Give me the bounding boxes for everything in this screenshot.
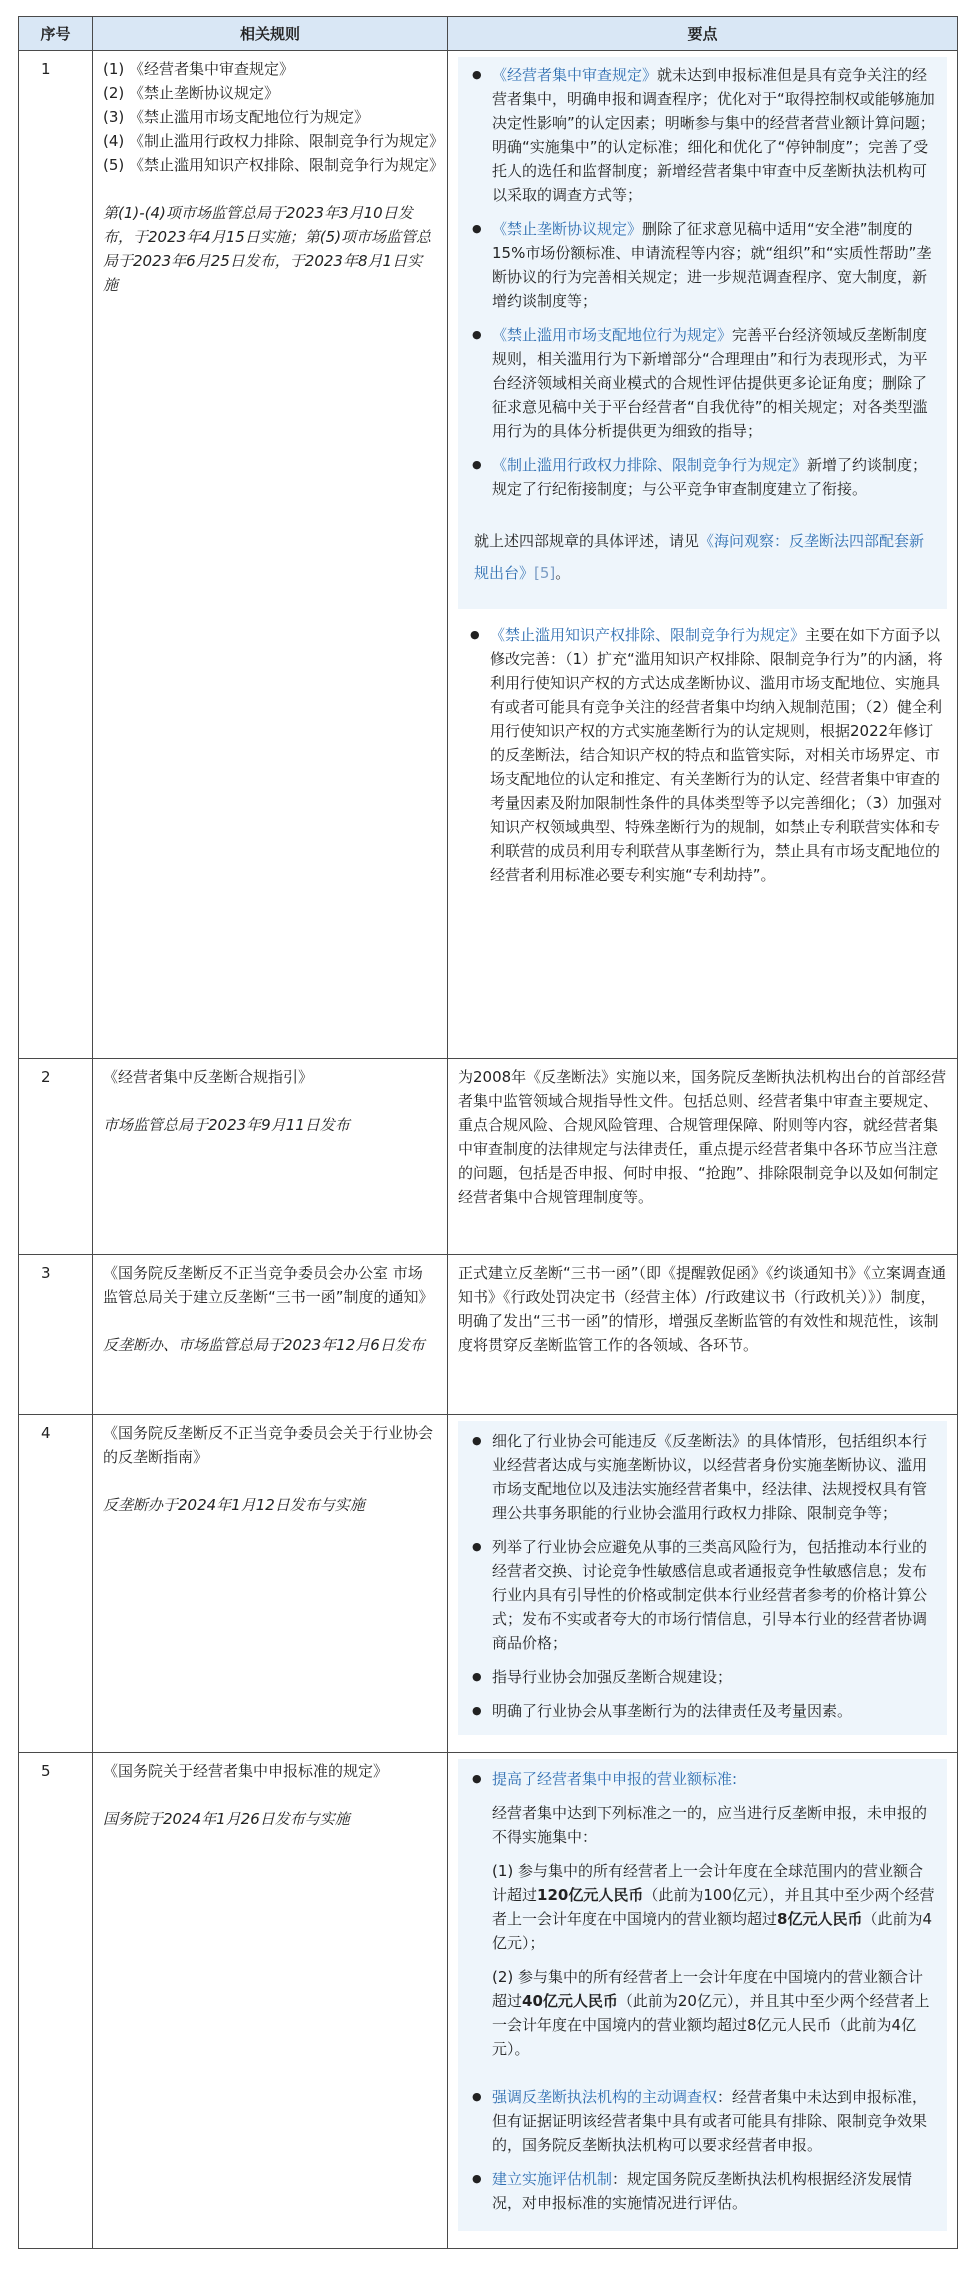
header-points: 要点 bbox=[448, 17, 958, 51]
point-text: ：经营者集中未达到申报标准，但有证据证明该经营者集中具有或者可能具有排除、限制竞争效果的，国务院反垄断执法机构可以要求经营者申报。 bbox=[492, 2088, 928, 2154]
regulation-link[interactable]: 《制止滥用行政权力排除、限制竞争行为规定》 bbox=[492, 456, 808, 474]
reference-number[interactable]: [5] bbox=[534, 564, 556, 582]
list-item bbox=[492, 2167, 937, 2215]
rules-table bbox=[18, 16, 958, 2249]
list-item: ● 细化了行业协会可能违反《反垄断法》的具体情形，包括组织本行业经营者达成与实施垄断协议，以经营者身份实施垄断协议、滥用市场支配地位以及违法实施经营者集中，经法律、法规授权具有管理公共事务职能的行业协会滥用行政权力排除、限制竞争等； bbox=[492, 1429, 937, 1525]
threshold-amount: 120亿元人民币 bbox=[537, 1886, 644, 1904]
rule-item: (1) 《经营者集中审查规定》 bbox=[103, 60, 295, 78]
threshold-text: （此前为4亿元）； bbox=[492, 1910, 933, 1952]
points-cell bbox=[448, 1059, 958, 1255]
point-heading: 建立实施评估机制 bbox=[492, 2170, 613, 2188]
release-note: 反垄断办、市场监管总局于2023年12月6日发布 bbox=[103, 1336, 425, 1354]
points-list bbox=[458, 623, 947, 887]
point-text: 正式建立反垄断“三书一函”（即《提醒敦促函》《约谈通知书》《立案调查通知书》《行政处罚决定书（经营主体）/行政建议书（行政机关）》）制度，明确了发出“三书一函”的情形，增强反垄断监管的有效性和规范性，该制度将贯穿反垄断监管工作的各领域、各环节。 bbox=[458, 1264, 947, 1354]
point-heading: 强调反垄断执法机构的主动调查权 bbox=[492, 2088, 718, 2106]
threshold-china bbox=[492, 1965, 937, 2061]
point-text: 主要在如下方面予以修改完善：（1）扩充“滥用知识产权排除、限制竞争行为”的内涵，将利用行使知识产权的方式达成垄断协议、滥用市场支配地位、实施具有或者可能具有竞争关注的经营者集中均纳入规制范围；（2）健全利用行使知识产权的方式实施垄断行为的认定规则，根据2022年修订的反垄断法，结合知识产权的特点和监管实际，对相关市场界定、市场支配地位的认定和推定、有关垄断行为的认定、经营者集中审查的考量因素及附加限制性条件的具体类型等予以完善细化；（3）加强对知识产权领域典型、特殊垄断行为的规制，如禁止专利联营实体和专利联营的成员利用专利联营从事垄断行为，禁止具有市场支配地位的经营者利用标准必要专利实施“专利劫持”。 bbox=[490, 626, 943, 884]
row-number: 1 bbox=[19, 51, 93, 1059]
table-row bbox=[19, 1753, 958, 2249]
rule-item: (2) 《禁止垄断协议规定》 bbox=[103, 84, 280, 102]
header-rules: 相关规则 bbox=[93, 17, 448, 51]
points-cell bbox=[448, 1415, 958, 1753]
row-number: 3 bbox=[19, 1255, 93, 1415]
list-item bbox=[492, 323, 937, 443]
threshold-text: （此前为20亿元），并且其中至少两个经营者上一会计年度在中国境内的营业额均超过8亿元人民币（此前为4亿元）。 bbox=[492, 1992, 930, 2058]
table-row bbox=[19, 1255, 958, 1415]
point-text: 为2008年《反垄断法》实施以来，国务院反垄断执法机构出台的首部经营者集中监管领域合规指导性文件。包括总则、经营者集中审查主要规定、重点合规风险、合规风险管理、合规管理保障、附则等内容，就经营者集中审查制度的法律规定与法律责任，重点提示经营者集中各环节应当注意的问题，包括是否申报、何时申报、“抢跑”、排除限制竞争以及如何制定经营者集中合规管理制度等。 bbox=[458, 1068, 947, 1206]
threshold-text: (1) 参与集中的所有经营者上一会计年度在全球范围内的营业额合计超过 bbox=[492, 1862, 924, 1904]
points-cell bbox=[448, 1753, 958, 2249]
header-no: 序号 bbox=[19, 17, 93, 51]
table-row bbox=[19, 51, 958, 1059]
point-text: 完善平台经济领域反垄断制度规则，相关滥用行为下新增部分“合理理由”和行为表现形式，为平台经济领域相关商业模式的合规性评估提供更多论证角度；删除了征求意见稿中关于平台经营者“自我优待”的相关规定；对各类型滥用行为的具体分析提供更为细致的指导； bbox=[492, 326, 928, 440]
row-number: 2 bbox=[19, 1059, 93, 1255]
release-note: 国务院于2024年1月26日发布与实施 bbox=[103, 1810, 350, 1828]
threshold-amount: 40亿元人民币 bbox=[522, 1992, 618, 2010]
points-cell bbox=[448, 51, 958, 1059]
list-item: ● 列举了行业协会应避免从事的三类高风险行为，包括推动本行业的经营者交换、讨论竞争性敏感信息或者通报竞争性敏感信息；发布行业内具有引导性的价格或制定供本行业经营者参考的价格计算公式；发布不实或者夸大的市场行情信息，引导本行业的经营者协调商品价格； bbox=[492, 1535, 937, 1655]
rule-item: 《国务院关于经营者集中申报标准的规定》 bbox=[103, 1762, 389, 1780]
points-list bbox=[468, 63, 937, 501]
rule-item: (5) 《禁止滥用知识产权排除、限制竞争行为规定》 bbox=[103, 156, 445, 174]
release-note: 第(1)-(4)项市场监管总局于2023年3月10日发布，于2023年4月15日实施；第(5)项市场监管总局于2023年6月25日发布，于2023年8月1日实施 bbox=[103, 204, 432, 294]
points-list bbox=[468, 1429, 937, 1723]
point-text: 删除了征求意见稿中适用“安全港”制度的15%市场份额标准、申请流程等内容；就“组织”和“实质性帮助”垄断协议的行为完善相关规定；进一步规范调查程序、宽大制度，新增约谈制度等； bbox=[492, 220, 932, 310]
list-item bbox=[492, 1767, 937, 2061]
rules-cell bbox=[93, 1059, 448, 1255]
points-box bbox=[458, 1759, 947, 2231]
threshold-amount: 8亿元人民币 bbox=[777, 1910, 863, 1928]
regulation-link[interactable]: 《禁止垄断协议规定》 bbox=[492, 220, 643, 238]
table-row bbox=[19, 1059, 958, 1255]
rule-item: 《国务院反垄断反不正当竞争委员会关于行业协会的反垄断指南》 bbox=[103, 1424, 434, 1466]
list-item bbox=[492, 217, 937, 313]
rules-cell bbox=[93, 51, 448, 1059]
point-text: ：规定国务院反垄断执法机构根据经济发展情况，对申报标准的实施情况进行评估。 bbox=[492, 2170, 913, 2212]
regulation-link[interactable]: 《禁止滥用市场支配地位行为规定》 bbox=[492, 326, 733, 344]
regulation-link[interactable]: 《禁止滥用知识产权排除、限制竞争行为规定》 bbox=[490, 626, 806, 644]
release-note: 市场监管总局于2023年9月11日发布 bbox=[103, 1116, 350, 1134]
rule-item: (4) 《制止滥用行政权力排除、限制竞争行为规定》 bbox=[103, 132, 445, 150]
threshold-global bbox=[492, 1859, 937, 1955]
threshold-text: （此前为100亿元），并且其中至少两个经营者上一会计年度在中国境内的营业额均超过 bbox=[492, 1886, 935, 1928]
points-list bbox=[468, 1767, 937, 2215]
list-item bbox=[492, 453, 937, 501]
list-item bbox=[492, 63, 937, 207]
rule-item: 《经营者集中反垄断合规指引》 bbox=[103, 1068, 314, 1086]
row-number: 5 bbox=[19, 1753, 93, 2249]
rules-cell bbox=[93, 1753, 448, 2249]
rule-item: (3) 《禁止滥用市场支配地位行为规定》 bbox=[103, 108, 370, 126]
rule-item: 《国务院反垄断反不正当竞争委员会办公室 市场监管总局关于建立反垄断“三书一函”制度的通知》 bbox=[103, 1264, 434, 1306]
rules-cell bbox=[93, 1415, 448, 1753]
row-number: 4 bbox=[19, 1415, 93, 1753]
reference-link[interactable]: 《海问观察：反垄断法四部配套新规出台》 bbox=[474, 532, 925, 582]
reference-suffix: 。 bbox=[555, 564, 571, 582]
threshold-text: (2) 参与集中的所有经营者上一会计年度在中国境内的营业额合计超过 bbox=[492, 1968, 924, 2010]
list-item: ● 明确了行业协会从事垄断行为的法律责任及考量因素。 bbox=[492, 1699, 937, 1723]
list-item bbox=[490, 623, 947, 887]
list-item bbox=[492, 2085, 937, 2157]
release-note: 反垄断办于2024年1月12日发布与实施 bbox=[103, 1496, 365, 1514]
points-box bbox=[458, 1421, 947, 1735]
rules-cell bbox=[93, 1255, 448, 1415]
points-cell bbox=[448, 1255, 958, 1415]
table-header-row bbox=[19, 17, 958, 51]
point-text: 经营者集中达到下列标准之一的，应当进行反垄断申报，未申报的不得实施集中： bbox=[492, 1804, 928, 1846]
regulation-link[interactable]: 《经营者集中审查规定》 bbox=[492, 66, 658, 84]
point-text: 就未达到申报标准但是具有竞争关注的经营者集中，明确申报和调查程序；优化对于“取得控制权或能够施加决定性影响”的认定因素；明晰参与集中的经营者营业额计算问题；明确“实施集中”的认定标准；细化和优化了“停钟制度”；完善了受托人的选任和监督制度；新增经营者集中审查中反垄断执法机构可以采取的调查方式等； bbox=[492, 66, 935, 204]
point-heading: ● 提高了经营者集中申报的营业额标准: bbox=[492, 1770, 738, 1788]
table-row bbox=[19, 1415, 958, 1753]
list-item: ● 指导行业协会加强反垄断合规建设； bbox=[492, 1665, 937, 1689]
points-box bbox=[458, 57, 947, 609]
reference-prefix: 就上述四部规章的具体评述，请见 bbox=[474, 532, 700, 550]
reference-paragraph bbox=[468, 521, 937, 603]
point-text: 新增了约谈制度；规定了行纪衔接制度；与公平竞争审查制度建立了衔接。 bbox=[492, 456, 928, 498]
